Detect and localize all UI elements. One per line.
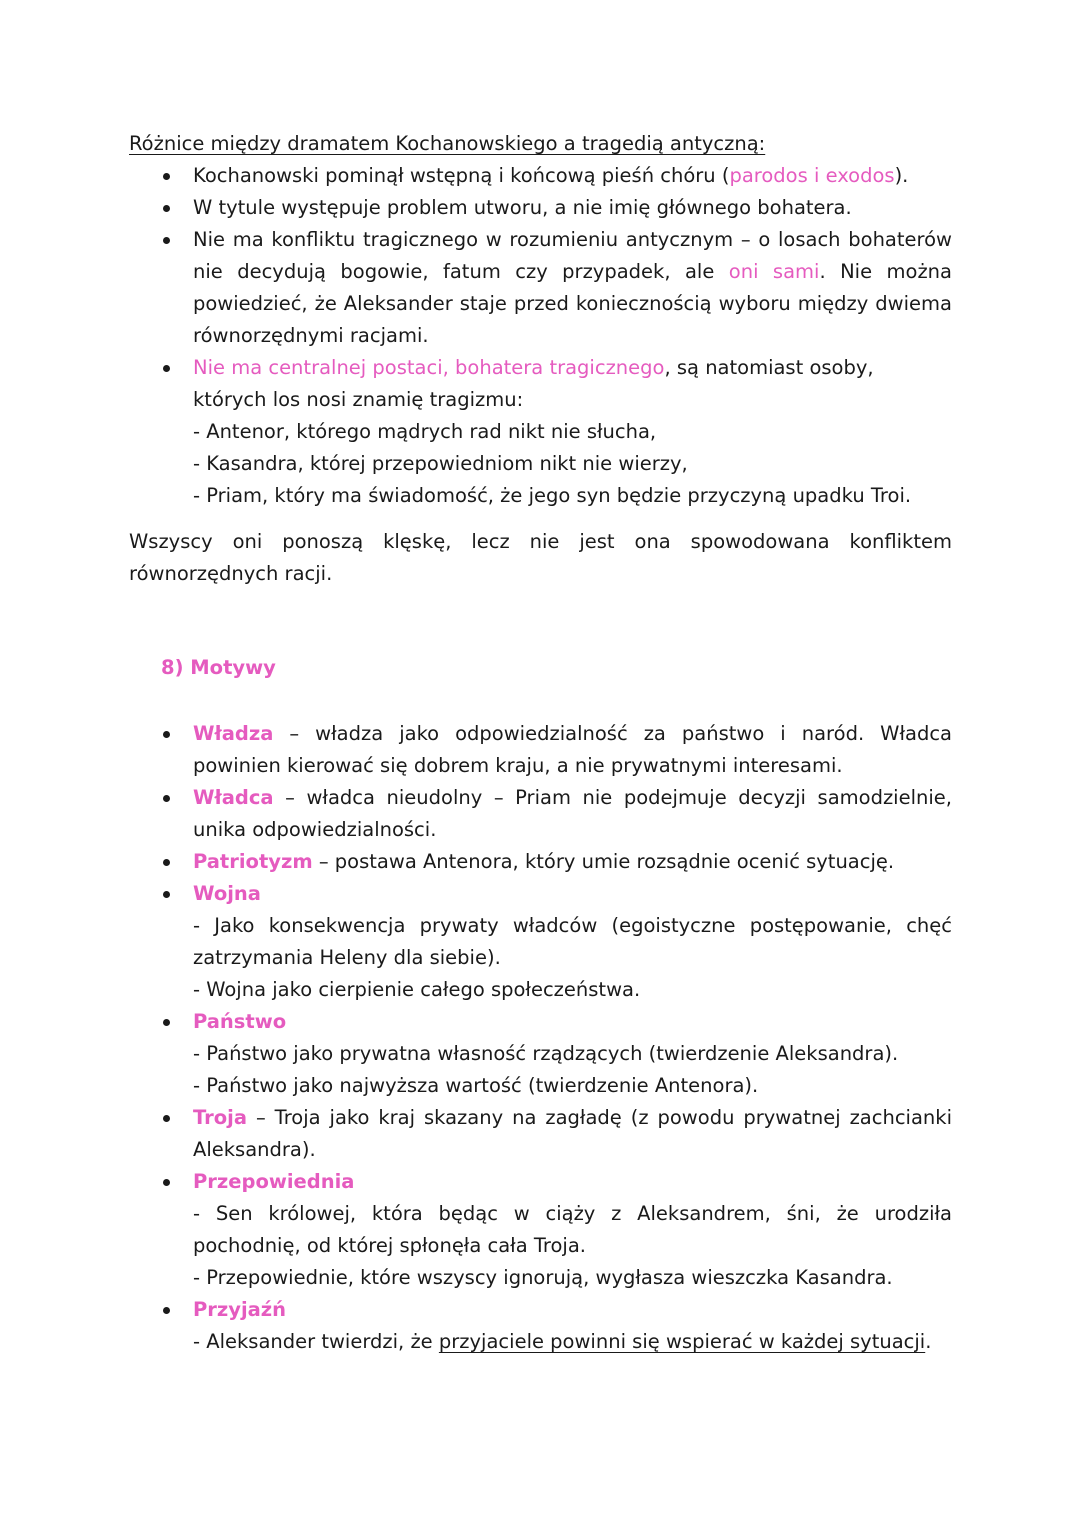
highlighted-term: parodos i exodos (729, 164, 895, 187)
motif-term: Wojna (193, 882, 261, 905)
list-item (129, 1006, 952, 1102)
motif-term: Troja (193, 1106, 248, 1129)
list-item (129, 1166, 952, 1294)
summary-paragraph: Wszyscy oni ponoszą klęskę, lecz nie jest ona spowodowana konfliktem równorzędnych racji. (129, 530, 952, 585)
item-text: – Troja jako kraj skazany na zagładę (z powodu prywatnej zachcianki Aleksandra). (193, 1106, 952, 1161)
list-item (129, 160, 952, 192)
sub-item: - Wojna jako cierpienie całego społeczeństwa. (193, 978, 641, 1001)
motif-term: Władca (193, 786, 274, 809)
sub-item: - Państwo jako najwyższa wartość (twierdzenie Antenora). (193, 1074, 759, 1097)
list-item (129, 352, 952, 512)
sub-item: - Jako konsekwencja prywaty władców (egoistyczne postępowanie, chęć zatrzymania Heleny dla siebie). (193, 914, 952, 969)
item-text: – władza jako odpowiedzialność za państwo i naród. Władca powinien kierować się dobrem kraju, a nie prywatnymi interesami. (193, 722, 952, 777)
list-item (129, 224, 952, 352)
list-item (129, 878, 952, 1006)
section-title: 8) Motywy (161, 656, 276, 679)
motifs-list (129, 718, 952, 1358)
list-item (129, 718, 952, 782)
list-item (129, 1102, 952, 1166)
list-item (129, 846, 952, 878)
underlined-text: przyjaciele powinni się wspierać w każdej sytuacji (438, 1330, 926, 1353)
sub-item: - Antenor, którego mądrych rad nikt nie słucha, (193, 420, 657, 443)
item-text: W tytule występuje problem utworu, a nie imię głównego bohatera. (193, 196, 852, 219)
item-text: . Nie można powiedzieć, że Aleksander staje przed koniecznością wyboru między dwiema równorzędnymi racjami. (193, 260, 952, 347)
item-text: Kochanowski pominął wstępną i końcową pieśń chóru ( (193, 164, 730, 187)
item-text: Nie ma konfliktu tragicznego w rozumieniu antycznym – o losach bohaterów nie decydują bogowie, fatum czy przypadek, ale (193, 228, 952, 283)
motif-term: Przepowiednia (193, 1170, 355, 1193)
sub-item (193, 1326, 952, 1358)
motif-term: Przyjaźń (193, 1298, 287, 1321)
list-item (129, 782, 952, 846)
list-item (129, 192, 952, 224)
item-text: – postawa Antenora, który umie rozsądnie ocenić sytuację. (312, 850, 895, 873)
item-text: . (925, 1330, 932, 1353)
sub-item: - Przepowiednie, które wszyscy ignorują, wygłasza wieszczka Kasandra. (193, 1266, 893, 1289)
sub-item: - Kasandra, której przepowiedniom nikt nie wierzy, (193, 452, 688, 475)
motif-term: Państwo (193, 1010, 287, 1033)
differences-heading: Różnice między dramatem Kochanowskiego a tragedią antyczną: (129, 132, 766, 155)
motif-term: Patriotyzm (193, 850, 313, 873)
item-text: - Aleksander twierdzi, że (193, 1330, 439, 1353)
differences-list (129, 160, 952, 512)
sub-item: - Państwo jako prywatna własność rządzących (twierdzenie Aleksandra). (193, 1042, 899, 1065)
item-text: ). (894, 164, 909, 187)
item-text: – władca nieudolny – Priam nie podejmuje decyzji samodzielnie, unika odpowiedzialności. (193, 786, 952, 841)
sub-item: - Priam, który ma świadomość, że jego syn będzie przyczyną upadku Troi. (193, 484, 912, 507)
sub-item: - Sen królowej, która będąc w ciąży z Aleksandrem, śni, że urodziła pochodnię, od której spłonęła cała Troja. (193, 1202, 952, 1257)
list-item (129, 1294, 952, 1358)
motif-term: Władza (193, 722, 274, 745)
item-text: , są natomiast osoby, których los nosi znamię tragizmu: (193, 356, 874, 411)
highlighted-term: Nie ma centralnej postaci, bohatera tragicznego (193, 356, 665, 379)
document-content (129, 128, 952, 1358)
highlighted-term: oni sami (728, 260, 820, 283)
